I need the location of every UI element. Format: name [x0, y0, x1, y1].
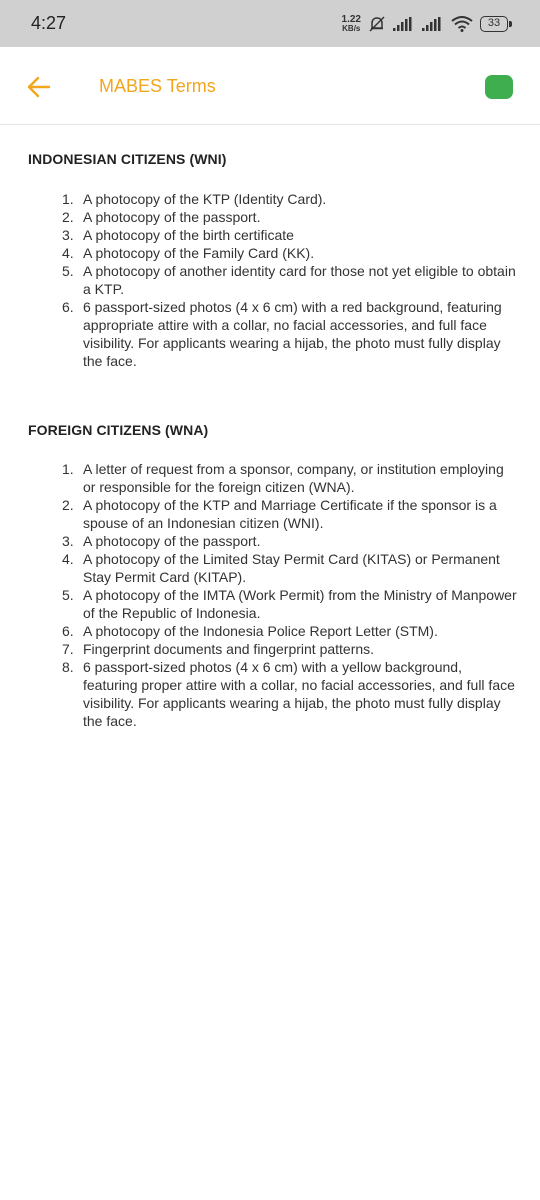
list-item — [56, 550, 518, 586]
list-item-number: 5. — [62, 263, 74, 279]
list-item-text: A photocopy of the Indonesia Police Report Letter (STM). — [83, 623, 438, 639]
net-speed-unit: KB/s — [342, 23, 361, 33]
list-item-number: 4. — [62, 245, 74, 261]
page-title: MABES Terms — [99, 76, 216, 96]
battery-level: 33 — [480, 16, 508, 32]
list-item — [56, 262, 518, 298]
list-item-text: A photocopy of the Family Card (KK). — [83, 245, 315, 261]
list-item — [56, 226, 518, 244]
list-item — [56, 640, 518, 658]
terms-content[interactable] — [0, 126, 540, 1200]
list-item-number: 2. — [62, 497, 74, 513]
list-item-number: 4. — [62, 551, 74, 567]
battery-tip — [509, 21, 512, 27]
list-item — [56, 586, 518, 622]
arrow-left-icon — [27, 76, 51, 98]
list-item-number: 8. — [62, 659, 74, 675]
list-item-text: 6 passport-sized photos (4 x 6 cm) with a yellow background, featuring proper attire with a collar, no facial accessories, and full face visibility. For applicants wearing a hijab, the photo must fully display the face. — [83, 659, 515, 729]
section-title-wna: FOREIGN CITIZENS (WNA) — [28, 422, 209, 438]
status-bar — [0, 0, 540, 47]
list-item — [56, 208, 518, 226]
list-item-text: A photocopy of the KTP and Marriage Certificate if the sponsor is a spouse of an Indonesian citizen (WNI). — [83, 497, 497, 531]
list-item-number: 6. — [62, 299, 74, 315]
list-item-text: Fingerprint documents and fingerprint patterns. — [83, 641, 375, 657]
list-item-text: A photocopy of the IMTA (Work Permit) from the Ministry of Manpower of the Republic of Indonesia. — [83, 587, 517, 621]
wna-requirements-list — [56, 460, 518, 730]
app-bar — [0, 47, 540, 125]
list-item-text: A photocopy of another identity card for those not yet eligible to obtain a KTP. — [83, 263, 516, 297]
mute-bell-icon — [368, 15, 386, 33]
list-item-number: 6. — [62, 623, 74, 639]
signal-icon — [422, 17, 444, 31]
list-item-number: 3. — [62, 227, 74, 243]
list-item — [56, 460, 518, 496]
list-item-text: A photocopy of the Limited Stay Permit Card (KITAS) or Permanent Stay Permit Card (KITAP). — [83, 551, 500, 585]
signal-icon — [393, 17, 415, 31]
list-item-text: A photocopy of the birth certificate — [83, 227, 294, 243]
battery-icon — [480, 16, 512, 32]
net-speed — [342, 15, 361, 33]
list-item-number: 5. — [62, 587, 74, 603]
list-item-text: A letter of request from a sponsor, company, or institution employing or responsible for the foreign citizen (WNA). — [83, 461, 504, 495]
status-time: 4:27 — [31, 13, 67, 33]
wni-requirements-list — [56, 190, 518, 370]
list-item — [56, 658, 518, 730]
back-button[interactable] — [26, 75, 52, 99]
net-speed-value: 1.22 — [341, 13, 361, 25]
list-item-number: 1. — [62, 191, 74, 207]
list-item — [56, 622, 518, 640]
status-icons — [342, 15, 512, 33]
list-item-number: 7. — [62, 641, 74, 657]
list-item-text: A photocopy of the passport. — [83, 533, 261, 549]
list-item — [56, 532, 518, 550]
section-title-wni: INDONESIAN CITIZENS (WNI) — [28, 151, 227, 167]
list-item — [56, 190, 518, 208]
action-button[interactable] — [485, 75, 513, 99]
list-item — [56, 244, 518, 262]
wifi-icon — [451, 16, 473, 32]
list-item-text: 6 passport-sized photos (4 x 6 cm) with a red background, featuring appropriate attire with a collar, no facial accessories, and full face visibility. For applicants wearing a hijab, the photo must fully display the face. — [83, 299, 502, 369]
list-item — [56, 496, 518, 532]
list-item-text: A photocopy of the KTP (Identity Card). — [83, 191, 327, 207]
list-item — [56, 298, 518, 370]
list-item-number: 1. — [62, 461, 74, 477]
list-item-number: 2. — [62, 209, 74, 225]
list-item-number: 3. — [62, 533, 74, 549]
list-item-text: A photocopy of the passport. — [83, 209, 261, 225]
